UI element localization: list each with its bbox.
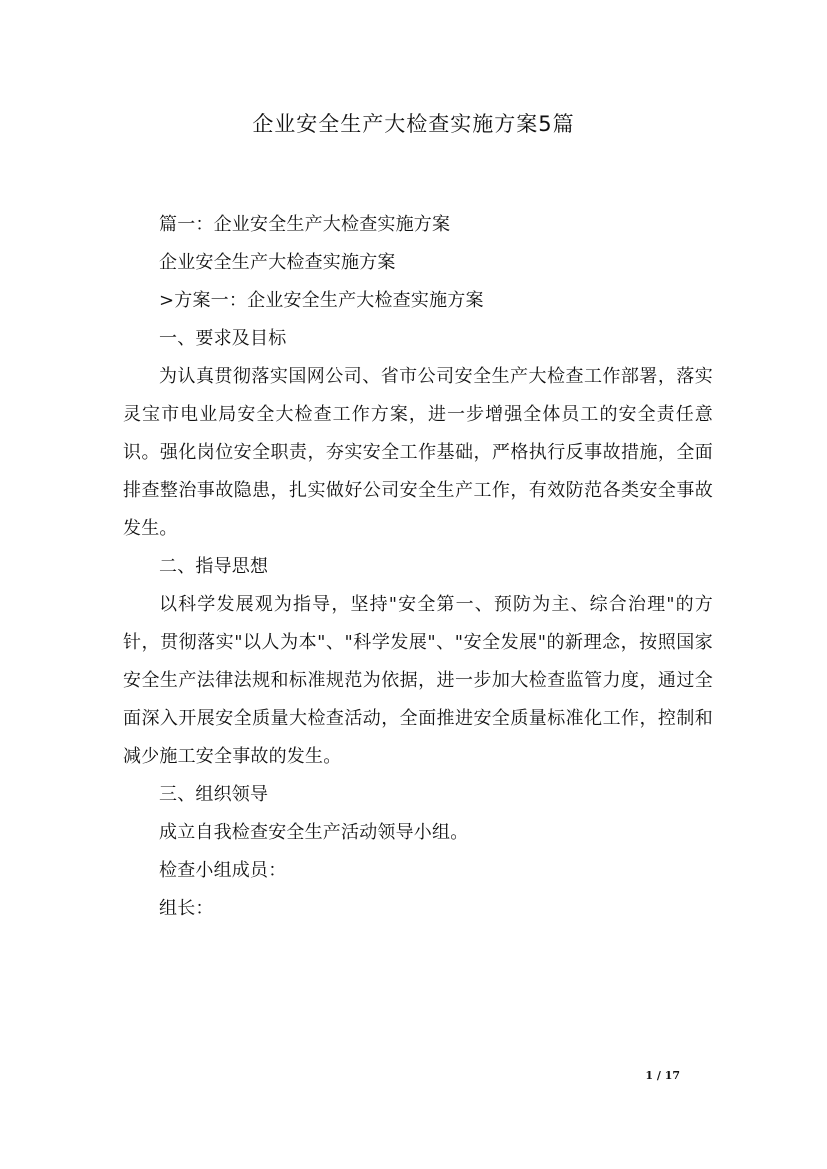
guiding-ideology-paragraph: 以科学发展观为指导，坚持"安全第一、预防为主、综合治理"的方针，贯彻落实"以人为本"、"科学发展"、"安全发展"的新理念，按照国家安全生产法律法规和标准规范为依据，进一步加大检查监管力度，通过全面深入开展安全质量大检查活动，全面推进安全质量标准化工作，控制和减少施工安全事故的发生。: [123, 594, 713, 767]
leadership-group-paragraph: 成立自我检查安全生产活动领导小组。: [159, 822, 469, 843]
requirements-paragraph: 为认真贯彻落实国网公司、省市公司安全生产大检查工作部署，落实灵宝市电业局安全大检查工作方案，进一步增强全体员工的安全责任意识。强化岗位安全职责，夯实安全工作基础，严格执行反事故措施，全面排查整治事故隐患，扎实做好公司安全生产工作，有效防范各类安全事故发生。: [123, 366, 713, 539]
document-body: [123, 206, 713, 928]
section-organization-heading: 三、组织领导: [159, 784, 269, 805]
section-guiding-ideology-heading: 二、指导思想: [159, 556, 269, 577]
section-requirements-heading: 一、要求及目标: [159, 328, 287, 349]
section-heading-part-one: 篇一：企业安全生产大检查实施方案: [159, 214, 451, 235]
team-leader-label: 组长：: [159, 898, 214, 919]
document-title: 企业安全生产大检查实施方案5篇: [252, 112, 575, 136]
plan-one-heading: >方案一：企业安全生产大检查实施方案: [159, 290, 484, 311]
plan-title: 企业安全生产大检查实施方案: [159, 252, 396, 273]
inspection-team-members-label: 检查小组成员：: [159, 860, 287, 881]
page-number: 1 / 17: [645, 1069, 680, 1082]
